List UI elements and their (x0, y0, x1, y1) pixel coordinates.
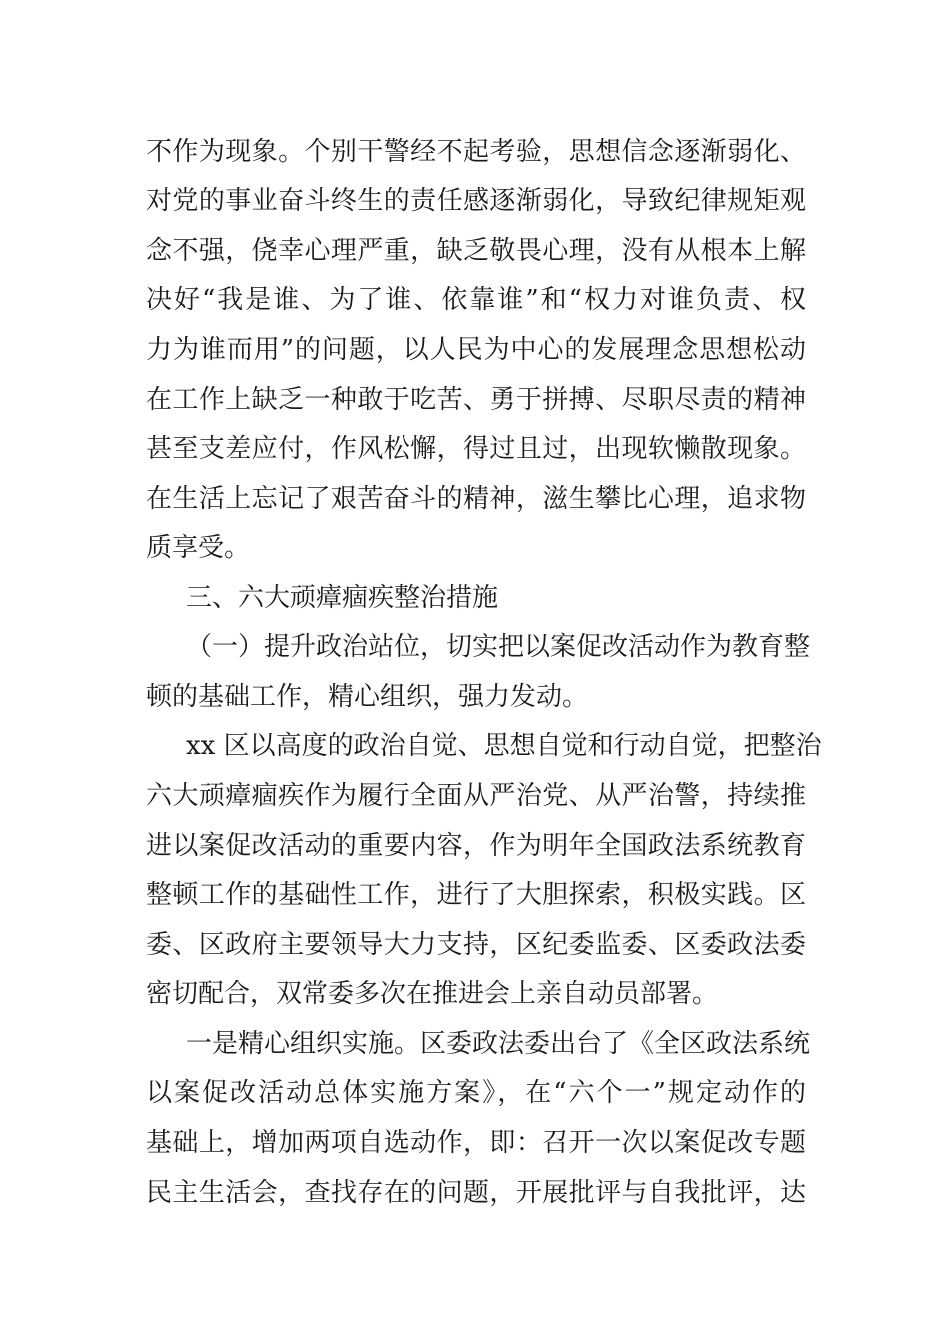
paragraph-line: 甚至支差应付，作风松懈，得过且过，出现软懒散现象。 (146, 434, 806, 464)
subsection-heading-line: 顿的基础工作，精心组织，强力发动。 (146, 682, 589, 712)
paragraph-line: 以案促改活动总体实施方案》，在“六个一”规定动作的 (146, 1078, 806, 1108)
paragraph-line: 民主生活会，查找存在的问题，开展批评与自我批评，达 (146, 1178, 806, 1208)
subsection-heading: （一）提升政治站位，切实把以案促改活动作为教育整 (186, 632, 811, 662)
paragraph-line: 对党的事业奋斗终生的责任感逐渐弱化，导致纪律规矩观 (146, 186, 806, 216)
paragraph-line: 在工作上缺乏一种敢于吃苦、勇于拼搏、尽职尽责的精神 (146, 385, 806, 415)
section-heading: 三、六大顽瘴痼疾整治措施 (186, 583, 499, 613)
paragraph-line: 决好“我是谁、为了谁、依靠谁”和“权力对谁负责、权 (146, 285, 806, 315)
paragraph-line: 整顿工作的基础性工作，进行了大胆探索，积极实践。区 (146, 880, 806, 910)
paragraph-line: xx 区以高度的政治自觉、思想自觉和行动自觉，把整治 (186, 731, 822, 761)
paragraph-line: 进以案促改活动的重要内容，作为明年全国政法系统教育 (146, 831, 806, 861)
paragraph-line: 力为谁而用”的问题，以人民为中心的发展理念思想松动 (146, 335, 806, 365)
paragraph-line: 一是精心组织实施。区委政法委出台了《全区政法系统 (186, 1029, 811, 1059)
paragraph-line: 质享受。 (146, 533, 251, 563)
paragraph-line: 基础上，增加两项自选动作，即：召开一次以案促改专题 (146, 1128, 806, 1158)
paragraph-line: 不作为现象。个别干警经不起考验，思想信念逐渐弱化、 (146, 137, 806, 167)
paragraph-line: 委、区政府主要领导大力支持，区纪委监委、区委政法委 (146, 930, 806, 960)
paragraph-line: 六大顽瘴痼疾作为履行全面从严治党、从严治警，持续推 (146, 781, 806, 811)
paragraph-line: 密切配合，双常委多次在推进会上亲自动员部署。 (146, 979, 719, 1009)
paragraph-line: 念不强，侥幸心理严重，缺乏敬畏心理，没有从根本上解 (146, 236, 806, 266)
paragraph-line: 在生活上忘记了艰苦奋斗的精神，滋生攀比心理，追求物 (146, 484, 806, 514)
